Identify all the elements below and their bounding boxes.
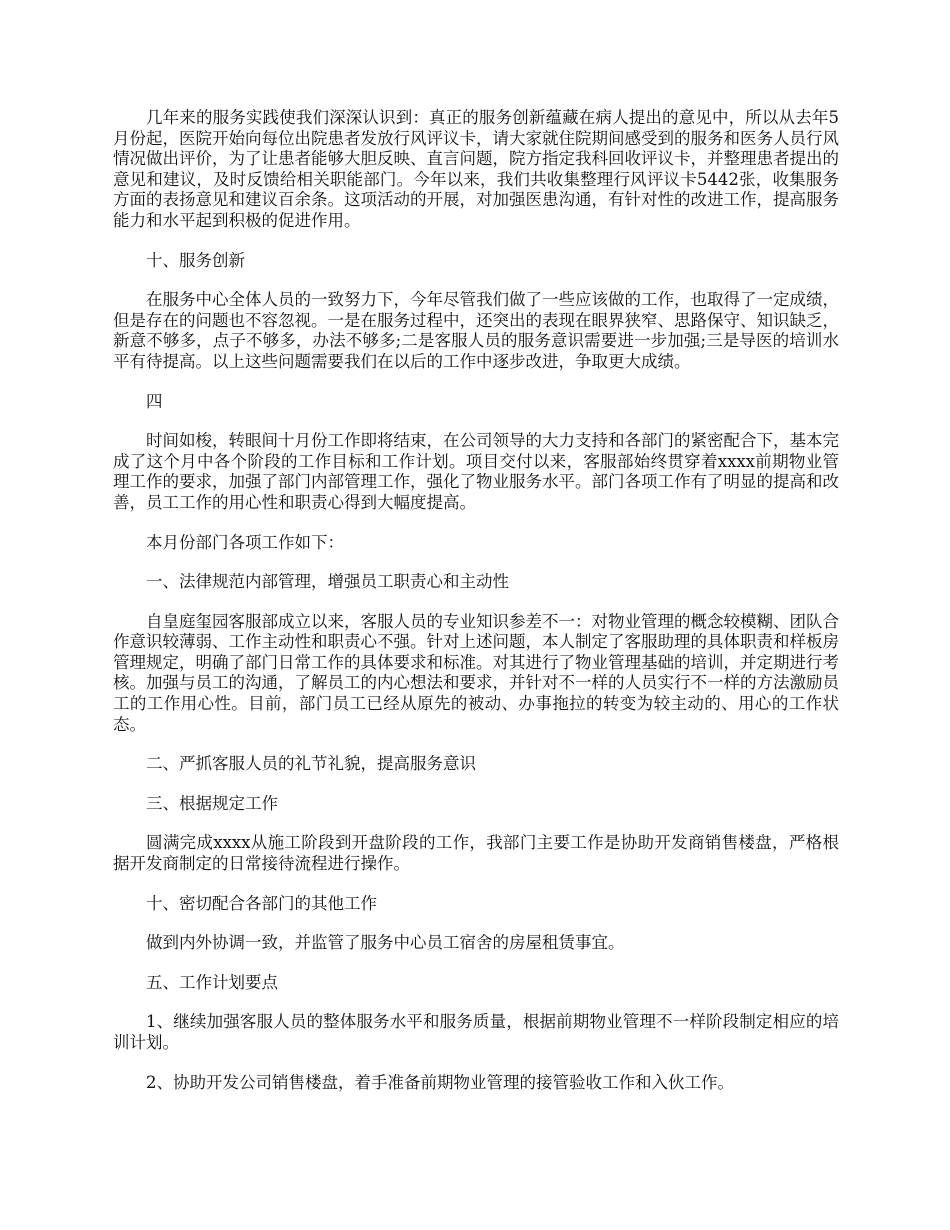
heading-internal-management: 一、法律规范内部管理，增强员工职责心和主动性: [146, 572, 509, 592]
paragraph-plan-item-2: 2、协助开发公司销售楼盘，着手准备前期物业管理的接管验收工作和入伙工作。: [146, 1072, 734, 1092]
document-body: [113, 108, 839, 1112]
paragraph-service-center-effort: 在服务中心全体人员的一致努力下，今年尽管我们做了一些应该做的工作，也取得了一定成绩，但是存在的问题也不容忽视。一是在服务过程中，还突出的表现在眼界狭窄、思路保守、知识缺乏，新意不够多，点子不够多，办法不够多;二是客服人员的服务意识需要进一步加强;三是导医的培训水平有待提高。以上这些问题需要我们在以后的工作中逐步改进，争取更大成绩。: [113, 290, 839, 371]
paragraph-plan-item-1: 1、继续加强客服人员的整体服务水平和服务质量，根据前期物业管理不一样阶段制定相应的培训计划。: [113, 1012, 839, 1052]
paragraph-service-practice: 几年来的服务实践使我们深深认识到：真正的服务创新蕴藏在病人提出的意见中，所以从去年5月份起，医院开始向每位出院患者发放行风评议卡，请大家就住院期间感受到的服务和医务人员行风情况做出评价，为了让患者能够大胆反映、直言问题，院方指定我科回收评议卡，并整理患者提出的意见和建议，及时反馈给相关职能部门。今年以来，我们共收集整理行风评议卡5442张，收集服务方面的表扬意见和建议百余条。这项活动的开展，对加强医患沟通，有针对性的改进工作，提高服务能力和水平起到积极的促进作用。: [113, 108, 839, 230]
paragraph-sales-assistance: 圆满完成xxxx从施工阶段到开盘阶段的工作，我部门主要工作是协助开发商销售楼盘，严格根据开发商制定的日常接待流程进行操作。: [113, 833, 839, 874]
heading-monthly-work: 本月份部门各项工作如下：: [146, 532, 344, 552]
paragraph-customer-service-dept: 自皇庭玺园客服部成立以来，客服人员的专业知识参差不一：对物业管理的概念较模糊、团队合作意识较薄弱、工作主动性和职责心不强。针对上述问题，本人制定了客服助理的具体职责和样板房管理规定，明确了部门日常工作的具体要求和标准。对其进行了物业管理基础的培训，并定期进行考核。加强与员工的沟通，了解员工的内心想法和要求，并针对不一样的人员实行不一样的方法激励员工的工作用心性。目前，部门员工已经从原先的被动、办事拖拉的转变为较主动的、用心的工作状态。: [113, 611, 839, 734]
paragraph-october-summary: 时间如梭，转眼间十月份工作即将结束，在公司领导的大力支持和各部门的紧密配合下，基本完成了这个月中各个阶段的工作目标和工作计划。项目交付以来，客服部始终贯穿着xxxx前期物业管理工作的要求，加强了部门内部管理工作，强化了物业服务水平。部门各项工作有了明显的提高和改善，员工工作的用心性和职责心得到大幅度提高。: [113, 431, 839, 512]
heading-service-innovation: 十、服务创新: [146, 250, 245, 270]
heading-etiquette: 二、严抓客服人员的礼节礼貌，提高服务意识: [146, 754, 476, 774]
heading-section-four: 四: [146, 391, 163, 411]
heading-cooperation: 十、密切配合各部门的其他工作: [146, 893, 377, 913]
heading-work-plan: 五、工作计划要点: [146, 972, 278, 992]
paragraph-coordination: 做到内外协调一致，并监管了服务中心员工宿舍的房屋租赁事宜。: [146, 933, 625, 953]
heading-work-by-rules: 三、根据规定工作: [146, 793, 278, 813]
